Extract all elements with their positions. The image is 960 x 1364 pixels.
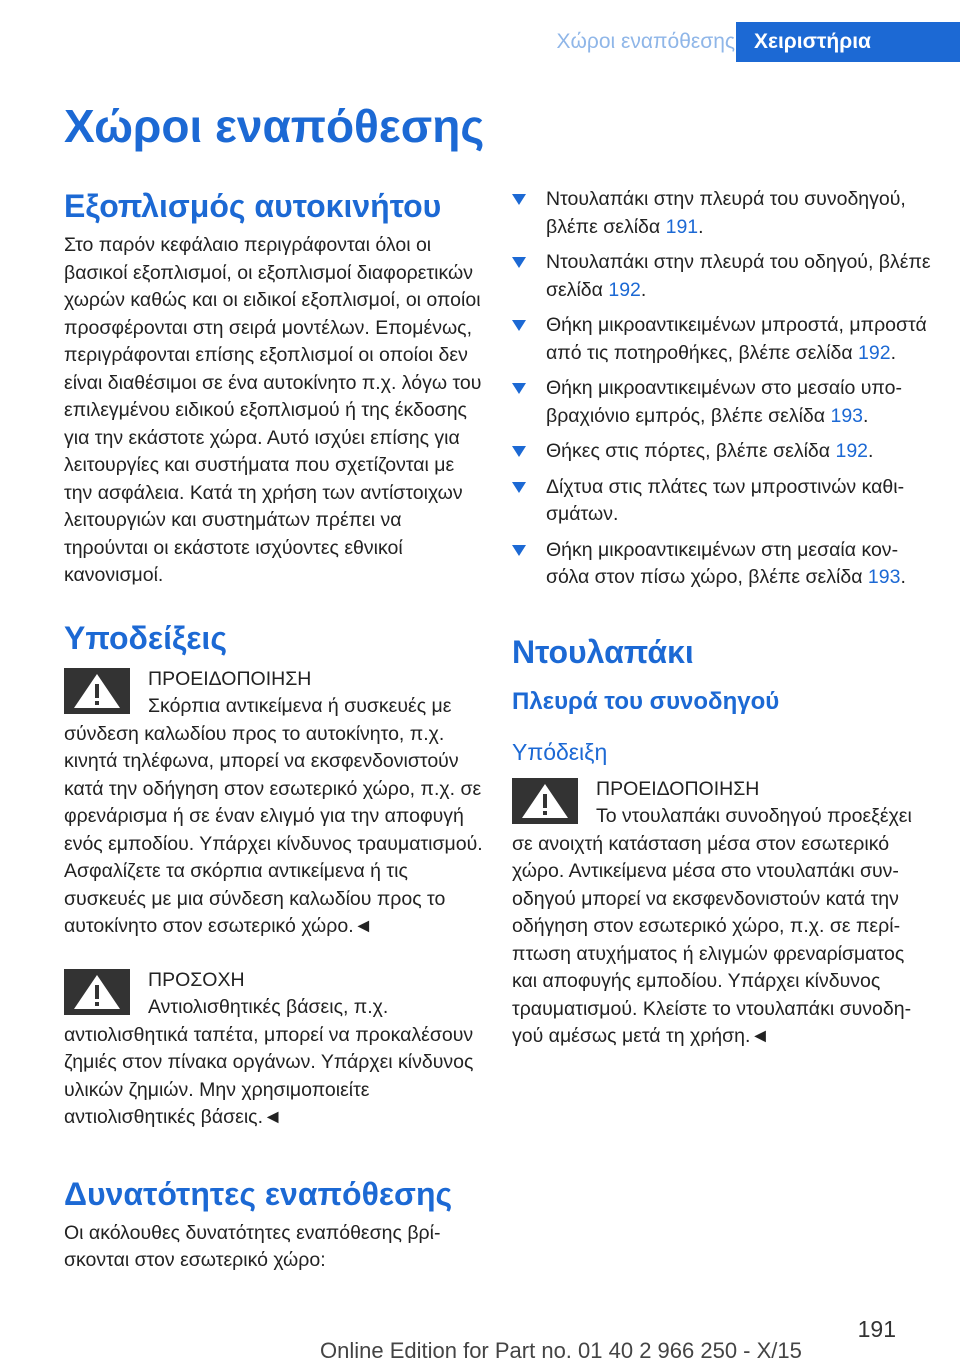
page-title: Χώροι εναπόθεσης (64, 100, 485, 152)
glovebox-warning-title: ΠΡΟΕΙΔΟΠΟΙΗΣΗ (596, 777, 760, 800)
note-heading: Υπόδειξη (512, 738, 608, 765)
header-tab-section[interactable]: Χώροι εναπόθεσης (556, 30, 735, 53)
storage-body: Οι ακόλουθες δυνατότητες εναπόθεσης βρίσκονται στον εσωτερικό χώρο: (64, 1221, 441, 1271)
caution-text: Αντιολισθητικές βάσεις, π.χ. αντιολισθητικά ταπέτα, μπορεί να προκαλέσουν ζημιές στον πίνακα οργάνων. Υπάρχει κίνδυνος υλικών ζημιών. Μην χρησιμοποιείτε αντιολισθητικές βάσεις.◄ (64, 996, 474, 1128)
caution-title: ΠΡΟΣΟΧΗ (148, 968, 245, 991)
page-link[interactable]: 193 (867, 566, 901, 588)
glovebox-warning-block (512, 776, 932, 1051)
warning-title: ΠΡΟΕΙΔΟΠΟΙΗΣΗ (148, 667, 312, 690)
glovebox-warning-text: Το ντουλαπάκι συνοδηγού προεξέχει σε ανοιχτή κατάσταση μέσα στον εσωτερικό χώρο. Αντικείμενα μέσα στο ντουλαπάκι συνοδηγού μπορεί να εκσφενδονιστούν κατά την οδήγηση στον εσωτερικό χώρο, π.χ. σε περίπτωση ατυχήματος ή ελιγμών φρεναρίσματος και αποφυγής εμποδίου. Υπάρχει κίνδυνος τραυματισμού. Κλείστε το ντουλαπάκι συνοδηγού αμέσως μετά τη χρήση.◄ (512, 805, 912, 1047)
hints-heading: Υποδείξεις (64, 619, 227, 656)
page-link[interactable]: 191 (665, 215, 699, 238)
list-item: Δίχτυα στις πλάτες των μπροστινών καθισμάτων. (512, 474, 932, 529)
storage-list (512, 186, 932, 592)
warning-icon (512, 778, 578, 824)
list-item: Ντουλαπάκι στην πλευρά του συνοδηγού, βλέπε σελίδα 191. (512, 186, 932, 241)
glovebox-section (512, 632, 932, 1051)
header-tab-chapter[interactable]: Χειριστήρια (736, 22, 960, 62)
equipment-body: Στο παρόν κεφάλαιο περιγράφονται όλοι οι βασικοί εξοπλισμοί, οι εξοπλισμοί διαφορετικών χωρών καθώς και οι ειδικοί εξοπλισμοί, οι οποίοι προσφέρονται στη σειρά μοντέλων. Επομένως, περιγράφονται επίσης εξοπλισμοί οι οποίοι δεν είναι διαθέσιμοι σε ένα αυτοκίνητο π.χ. λόγω του επιλεγμένου ειδικού εξοπλισμού ή της έκδοσης για την εκάστοτε χώρα. Αυτό ισχύει επίσης για λειτουργίες και συστήματα που σχετίζονται με την ασφάλεια. Κατά τη χρήση των αντίστοιχων λειτουργιών και συστημάτων πρέπει να τηρούνται οι εκάστοτε ισχύοντες εθνικοί κανονισμοί. (64, 234, 482, 586)
page-link[interactable]: 192 (608, 278, 641, 301)
edition-footer: Online Edition for Part no. 01 40 2 966 250 - X/15 (320, 1338, 802, 1363)
page-link[interactable]: 193 (830, 404, 864, 427)
caution-icon (64, 969, 130, 1015)
page-number: 191 (857, 1316, 896, 1342)
bullet-arrow-icon (512, 545, 526, 556)
bullet-arrow-icon (512, 257, 526, 268)
storage-heading: Δυνατότητες εναπόθεσης (64, 1175, 453, 1212)
list-item: Θήκη μικροαντικειμένων στο μεσαίο υποβραχιόνιο εμπρός, βλέπε σελίδα 193. (512, 375, 932, 430)
hints-section (64, 618, 484, 1132)
warning-icon (64, 668, 130, 714)
glovebox-heading: Ντουλαπάκι (512, 633, 694, 670)
page-link[interactable]: 192 (858, 341, 891, 364)
bullet-arrow-icon (512, 383, 526, 394)
warning-block (64, 666, 484, 941)
list-item: Θήκη μικροαντικειμένων μπροστά, μπροστά από τις ποτηροθήκες, βλέπε σελίδα 192. (512, 312, 932, 367)
bullet-arrow-icon (512, 194, 526, 205)
storage-section (64, 1174, 484, 1275)
list-item: Ντουλαπάκι στην πλευρά του οδηγού, βλέπε σελίδα 192. (512, 249, 932, 304)
equipment-heading: Εξοπλισμός αυτοκινήτου (64, 188, 442, 224)
caution-block (64, 967, 484, 1132)
glovebox-subheading: Πλευρά του συνοδηγού (512, 687, 780, 715)
page-link[interactable]: 192 (835, 440, 869, 462)
bullet-arrow-icon (512, 320, 526, 331)
warning-text: Σκόρπια αντικείμενα ή συσκευές με σύνδεση καλωδίου προς το αυτοκίνητο, π.χ. κινητά τηλέφωνα, μπορεί να εκσφενδονιστούν κατά την οδήγηση στον εσωτερικό χώρο, π.χ. σε φρενάρισμα ή σε έναν ελιγμό για την αποφυγή ενός εμποδίου. Υπάρχει κίνδυνος τραυματισμού. Ασφαλίζετε τα σκόρπια αντικείμενα ή τις συσκευές με μια σύνδεση καλωδίου προς το αυτοκίνητο στον εσωτερικό χώρο.◄ (64, 695, 483, 937)
left-column (64, 186, 484, 1275)
list-item: Θήκες στις πόρτες, βλέπε σελίδα 192. (512, 438, 932, 466)
bullet-arrow-icon (512, 446, 526, 457)
right-column (512, 186, 932, 1051)
bullet-arrow-icon (512, 482, 526, 493)
list-item: Θήκη μικροαντικειμένων στη μεσαία κονσόλα στον πίσω χώρο, βλέπε σελίδα 193. (512, 537, 932, 592)
